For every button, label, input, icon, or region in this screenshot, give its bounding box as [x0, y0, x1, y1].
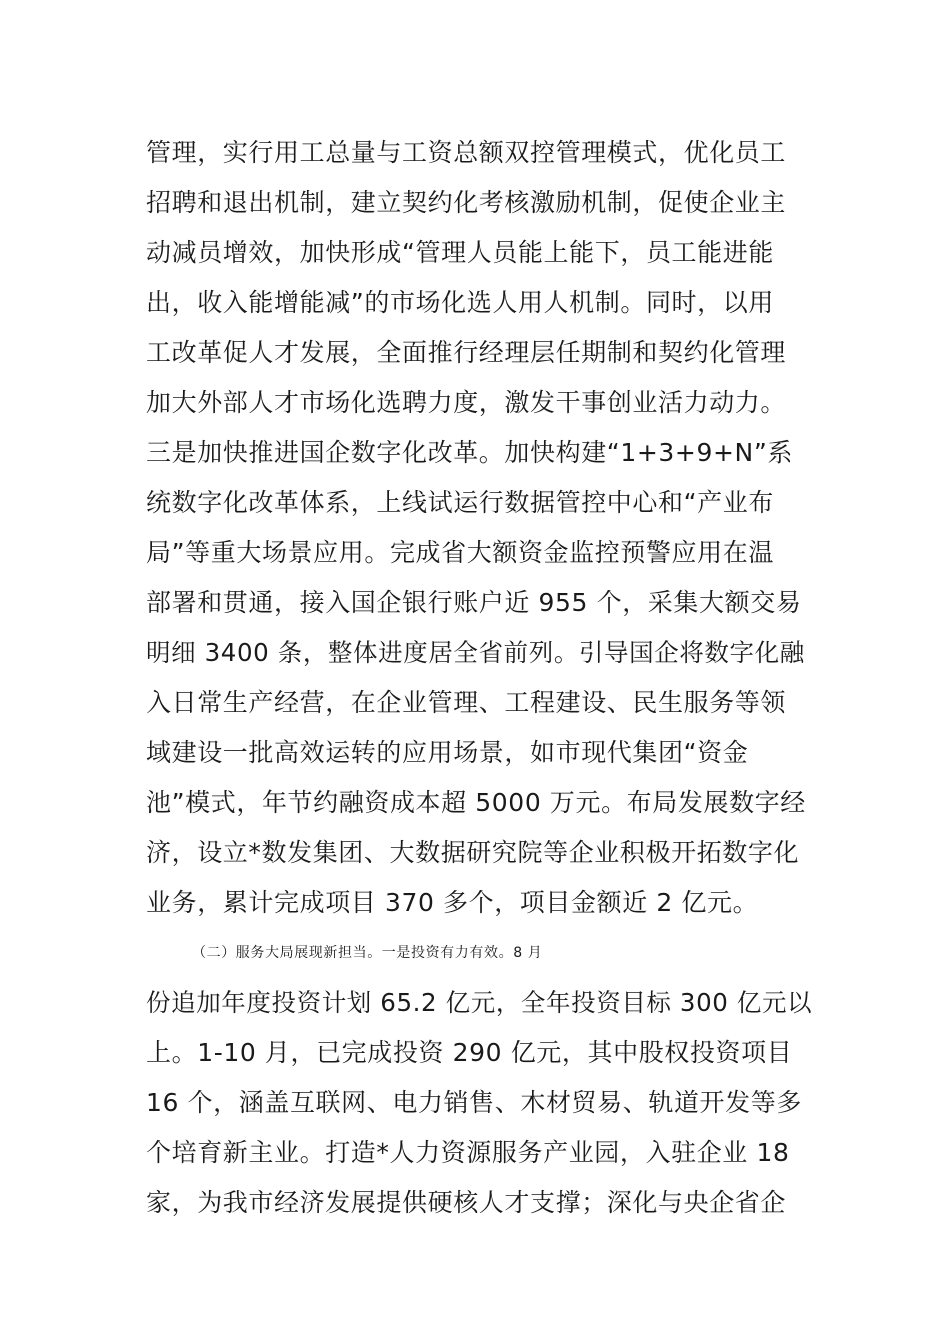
text-line: 域建设一批高效运转的应用场景，如市现代集团“资金 — [146, 738, 749, 767]
text-line: 明细 3400 条，整体进度居全省前列。引导国企将数字化融 — [146, 638, 805, 667]
text-line: 局”等重大场景应用。完成省大额资金监控预警应用在温 — [146, 538, 774, 567]
text-line: 招聘和退出机制，建立契约化考核激励机制，促使企业主 — [146, 188, 787, 217]
text-line: 部署和贯通，接入国企银行账户近 955 个，采集大额交易 — [146, 588, 802, 617]
text-line: 动减员增效，加快形成“管理人员能上能下，员工能进能 — [146, 238, 774, 267]
text-line: 出，收入能增能减”的市场化选人用人机制。同时，以用 — [146, 288, 774, 317]
text-line: 济，设立*数发集团、大数据研究院等企业积极开拓数字化 — [146, 838, 800, 867]
text-line: 管理，实行用工总量与工资总额双控管理模式，优化员工 — [146, 138, 787, 167]
text-line: 三是加快推进国企数字化改革。加快构建“1+3+9+N”系 — [146, 438, 793, 467]
text-line: 业务，累计完成项目 370 多个，项目金额近 2 亿元。 — [146, 888, 759, 917]
text-line: 加大外部人才市场化选聘力度，激发干事创业活力动力。 — [146, 388, 787, 417]
text-line: 统数字化改革体系，上线试运行数据管控中心和“产业布 — [146, 488, 774, 517]
section-heading-line: （二）服务大局展现新担当。一是投资有力有效。8 月 — [192, 945, 543, 961]
text-line: 上。1-10 月，已完成投资 290 亿元，其中股权投资项目 — [146, 1038, 793, 1067]
text-line: 池”模式，年节约融资成本超 5000 万元。布局发展数字经 — [146, 788, 806, 817]
text-line: 入日常生产经营，在企业管理、工程建设、民生服务等领 — [146, 688, 787, 717]
text-line: 家，为我市经济发展提供硬核人才支撑；深化与央企省企 — [146, 1188, 787, 1217]
text-line: 工改革促人才发展，全面推行经理层任期制和契约化管理 — [146, 338, 787, 367]
text-line: 16 个，涵盖互联网、电力销售、木材贸易、轨道开发等多 — [146, 1088, 802, 1117]
text-line: 个培育新主业。打造*人力资源服务产业园，入驻企业 18 — [146, 1138, 790, 1167]
text-line: 份追加年度投资计划 65.2 亿元，全年投资目标 300 亿元以 — [146, 988, 813, 1017]
